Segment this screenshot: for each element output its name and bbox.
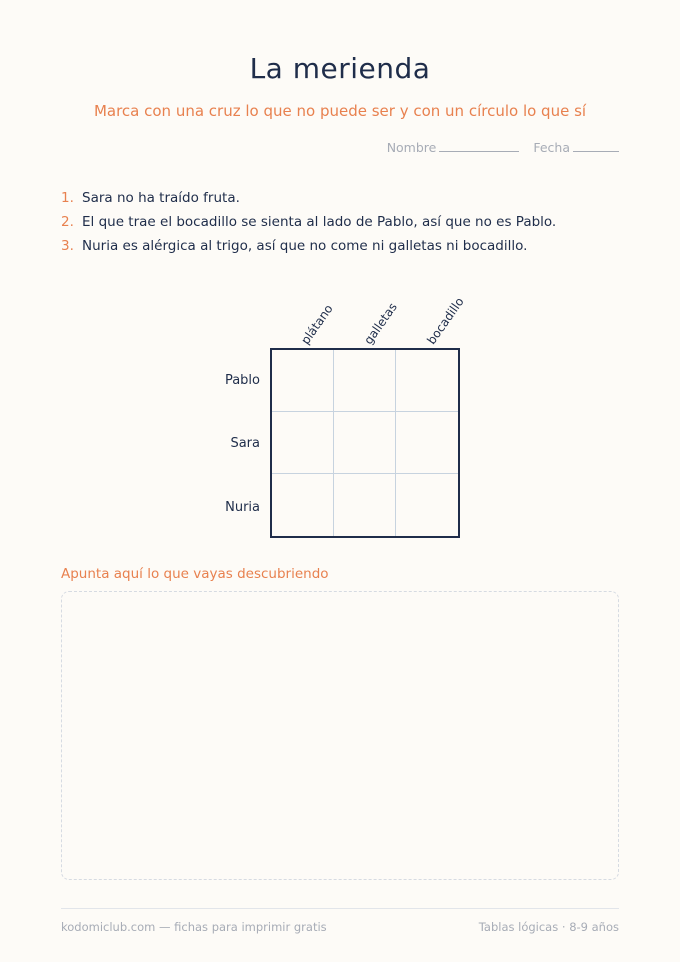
grid-cell-pablo-platano[interactable]	[272, 350, 334, 412]
clue-number: 2.	[61, 214, 74, 230]
name-label: Nombre	[386, 140, 437, 155]
grid-cell-sara-bocadillo[interactable]	[396, 412, 458, 474]
clue-number: 3.	[61, 238, 74, 254]
clue-text: Nuria es alérgica al trigo, así que no come ni galletas ni bocadillo.	[82, 238, 528, 254]
logic-grid	[270, 348, 460, 538]
column-header-galletas: galletas	[361, 300, 400, 348]
row-header-sara: Sara	[230, 436, 260, 451]
name-blank-line[interactable]	[439, 139, 519, 152]
clue-item	[61, 188, 556, 212]
grid-cell-pablo-bocadillo[interactable]	[396, 350, 458, 412]
grid-cell-nuria-platano[interactable]	[272, 474, 334, 536]
notes-area[interactable]	[61, 591, 619, 880]
grid-cell-nuria-galletas[interactable]	[334, 474, 396, 536]
instructions-subtitle: Marca con una cruz lo que no puede ser y con un círculo lo que sí	[93, 102, 587, 120]
clue-text: Sara no ha traído fruta.	[82, 190, 240, 206]
clue-item	[61, 236, 556, 260]
date-blank-line[interactable]	[573, 139, 619, 152]
clue-item	[61, 212, 556, 236]
grid-cell-sara-platano[interactable]	[272, 412, 334, 474]
grid-cell-pablo-galletas[interactable]	[334, 350, 396, 412]
row-header-nuria: Nuria	[225, 500, 260, 515]
column-header-platano: plátano	[298, 301, 336, 348]
name-date-fields	[387, 139, 619, 155]
date-label: Fecha	[533, 140, 570, 155]
notes-label: Apunta aquí lo que vayas descubriendo	[61, 566, 329, 582]
footer-source: kodomiclub.com — fichas para imprimir gratis	[61, 920, 327, 934]
footer-category: Tablas lógicas · 8-9 años	[478, 920, 619, 934]
footer-divider	[61, 908, 619, 909]
grid-cell-nuria-bocadillo[interactable]	[396, 474, 458, 536]
clue-number: 1.	[61, 190, 74, 206]
column-header-bocadillo: bocadillo	[424, 294, 467, 348]
clue-list	[61, 188, 556, 260]
clue-text: El que trae el bocadillo se sienta al lado de Pablo, así que no es Pablo.	[82, 214, 557, 230]
page-title: La merienda	[249, 52, 431, 85]
row-header-pablo: Pablo	[224, 373, 260, 388]
grid-cell-sara-galletas[interactable]	[334, 412, 396, 474]
